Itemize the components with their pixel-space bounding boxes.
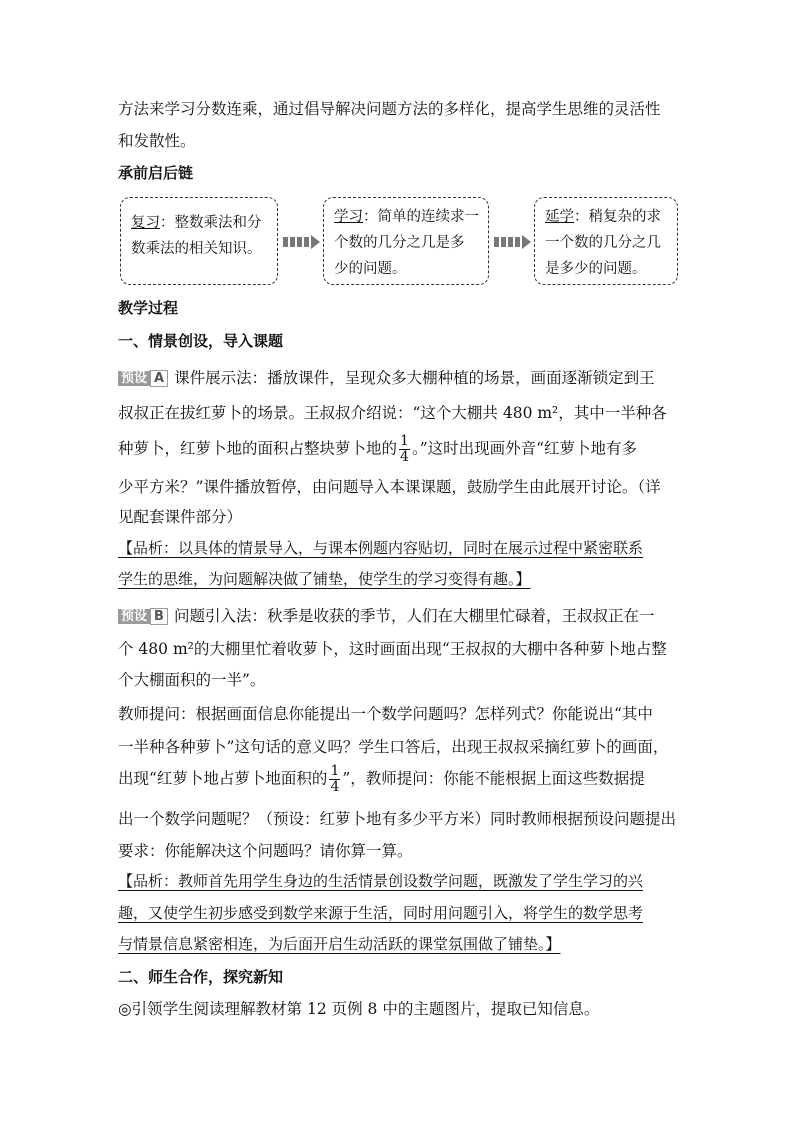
comment-a-line-2: 学生的思维，为问题解决做了铺垫，使学生的学习变得有趣。】 <box>118 570 531 588</box>
extend-text-1: ：稍复杂的求 <box>574 209 661 225</box>
teacher-line-4: 出一个数学问题呢？（预设：红萝卜地有多少平方米）同时教师根据预设问题提出 <box>118 810 677 828</box>
preset-a-line-5: 见配套课件部分） <box>118 508 243 526</box>
review-text-2: 数乘法的相关知识。 <box>131 241 262 257</box>
comment-a-line-1: 【品析：以具体的情景导入，与课本例题内容贴切，同时在展示过程中紧密联系 <box>118 539 644 557</box>
comment-b-line-3: 与情景信息紧密相连，为后面开启生动活跃的课堂氛围做了铺垫。】 <box>118 935 561 953</box>
section-1-heading: 一、情景创设，导入课题 <box>118 332 284 350</box>
comment-b-line-1: 【品析：教师首先用学生身边的生活情景创设数学问题，既激发了学生学习的兴 <box>118 872 644 890</box>
arrow-right-icon <box>283 235 321 249</box>
review-box <box>120 197 278 285</box>
preset-a-line-2: 叔叔正在拔红萝卜的场景。王叔叔介绍说：“这个大棚共 480 m²，其中一半种各 <box>118 404 667 422</box>
preset-b-line-3: 个大棚面积的一半”。 <box>118 671 266 689</box>
teacher-line-3: 出现“红萝卜地占萝卜地面积的 $\frac{1}{4}$ ”，教师提问：你能不能根据上面这些数据提 <box>118 763 645 795</box>
learn-text-1: ：简单的连续求一 <box>363 209 479 225</box>
review-text-1: ：整数乘法和分 <box>160 215 262 231</box>
learn-box <box>323 197 489 285</box>
process-heading: 教学过程 <box>118 299 179 317</box>
extend-text-2: 一个数的几分之几 <box>545 235 661 251</box>
preset-a-line-3: 种萝卜，红萝卜地的面积占整块萝卜地的 $\frac{1}{4}$ 。”这时出现画外音“红萝卜地有多 <box>118 433 638 465</box>
extend-box <box>534 197 678 285</box>
preset-b-badge: 预设 B <box>118 608 168 626</box>
learn-label: 学习 <box>334 209 363 225</box>
review-label: 复习 <box>131 215 160 231</box>
learn-text-2: 个数的几分之几是多 <box>334 235 465 251</box>
chain-heading: 承前启后链 <box>118 164 194 182</box>
comment-b-line-2: 趣，又使学生初步感受到数学来源于生活，同时用问题引入，将学生的数学思考 <box>118 904 644 922</box>
fraction-one-quarter: $\frac{1}{4}$ <box>330 763 340 795</box>
teacher-line-1: 教师提问：根据画面信息你能提出一个数学问题吗？怎样列式？你能说出“其中 <box>118 705 653 723</box>
learn-text-3: 少的问题。 <box>334 261 407 277</box>
teacher-line-5: 要求：你能解决这个问题吗？请你算一算。 <box>118 842 413 860</box>
fraction-one-quarter: $\frac{1}{4}$ <box>400 433 409 465</box>
teacher-line-2: 一半种各种萝卜”这句话的意义吗？学生口答后，出现王叔叔采摘红萝卜的画面， <box>118 738 669 756</box>
preset-b-line-2: 个 480 m²的大棚里忙着收萝卜，这时画面出现“王叔叔的大棚中各种萝卜地占整 <box>118 640 667 658</box>
preset-b-line-1: 预设 B 问题引入法：秋季是收获的季节，人们在大棚里忙碌着，王叔叔正在一 <box>118 604 654 626</box>
last-line: ◎引领学生阅读理解教材第 12 页例 8 中的主题图片，提取已知信息。 <box>118 1000 600 1018</box>
intro-line-2: 和发散性。 <box>118 132 196 150</box>
preset-a-badge: 预设 A <box>118 370 168 388</box>
intro-line-1: 方法来学习分数连乘，通过倡导解决问题方法的多样化，提高学生思维的灵活性 <box>118 100 661 118</box>
preset-a-line-1: 预设 A 课件展示法：播放课件，呈现众多大棚种植的场景，画面逐渐锁定到王 <box>118 366 655 388</box>
section-2-heading: 二、师生合作，探究新知 <box>118 968 284 986</box>
arrow-right-icon <box>494 235 532 249</box>
preset-a-line-4: 少平方米？”课件播放暂停，由问题导入本课课题，鼓励学生由此展开讨论。（详 <box>118 478 661 496</box>
extend-text-3: 是多少的问题。 <box>545 261 647 277</box>
extend-label: 延学 <box>545 209 574 225</box>
